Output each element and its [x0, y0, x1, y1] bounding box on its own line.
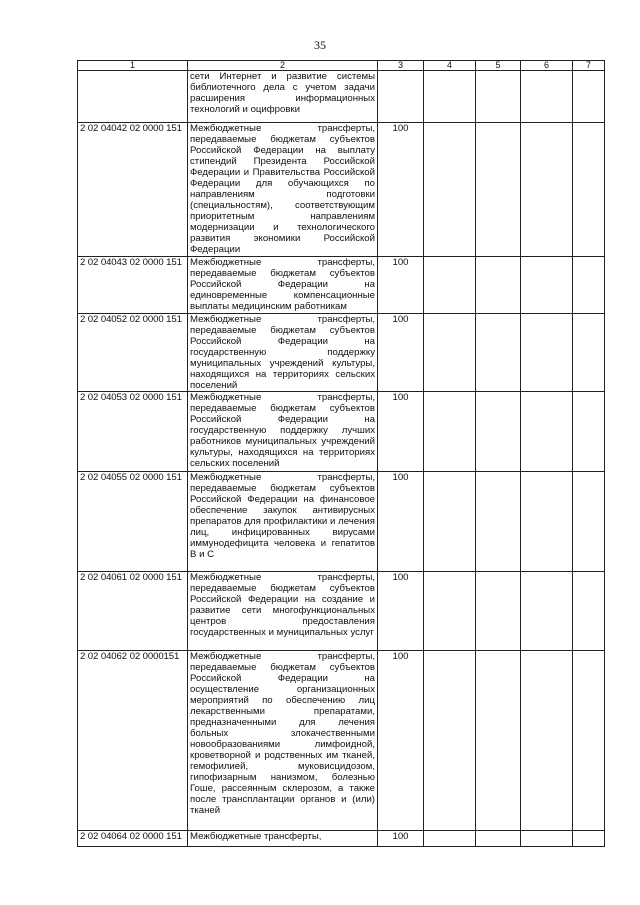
- cell-col4: [424, 651, 476, 831]
- budget-code: 2 02 04055 02 0000 151: [78, 472, 188, 572]
- cell-col4: [424, 314, 476, 392]
- column-header-1: 1: [78, 61, 188, 71]
- cell-col6: [521, 123, 573, 257]
- table-row: [78, 314, 605, 392]
- cell-col4: [424, 831, 476, 847]
- value-col3: 100: [378, 314, 424, 392]
- page-number: 35: [314, 38, 326, 52]
- cell-col7: [573, 257, 605, 314]
- column-header-6: 6: [521, 61, 573, 71]
- cell-col5: [476, 831, 521, 847]
- budget-code: 2 02 04042 02 0000 151: [78, 123, 188, 257]
- value-col3: 100: [378, 651, 424, 831]
- cell-col6: [521, 651, 573, 831]
- row-description: Межбюджетные трансферты, передаваемые бюджетам субъектов Российской Федерации на государственную поддержку муниципальных учреждений культуры, находящихся на территориях сельских поселений: [188, 314, 378, 392]
- cell-col6: [521, 392, 573, 472]
- value-col3: 100: [378, 572, 424, 651]
- column-number-row: [78, 61, 605, 71]
- table-row: [78, 392, 605, 472]
- table-row: [78, 71, 605, 123]
- row-description: Межбюджетные трансферты, передаваемые бюджетам субъектов Российской Федерации на единовременные компенсационные выплаты медицинским работникам: [188, 257, 378, 314]
- cell-col5: [476, 257, 521, 314]
- budget-code: 2 02 04052 02 0000 151: [78, 314, 188, 392]
- cell-col5: [476, 651, 521, 831]
- budget-code: 2 02 04061 02 0000 151: [78, 572, 188, 651]
- table-row: [78, 257, 605, 314]
- table-row: [78, 472, 605, 572]
- column-header-4: 4: [424, 61, 476, 71]
- table-row: [78, 572, 605, 651]
- budget-table: [77, 60, 605, 847]
- budget-code: 2 02 04043 02 0000 151: [78, 257, 188, 314]
- column-header-2: 2: [188, 61, 378, 71]
- value-col3: 100: [378, 831, 424, 847]
- cell-col7: [573, 314, 605, 392]
- cell-col5: [476, 572, 521, 651]
- value-col3: 100: [378, 257, 424, 314]
- column-header-5: 5: [476, 61, 521, 71]
- cell-col7: [573, 572, 605, 651]
- row-description: Межбюджетные трансферты,: [188, 831, 378, 847]
- cell-col5: [476, 123, 521, 257]
- cell-col6: [521, 572, 573, 651]
- cell-col5: [476, 392, 521, 472]
- cell-col6: [521, 71, 573, 123]
- row-description: Межбюджетные трансферты, передаваемые бюджетам субъектов Российской Федерации на осуществление организационных мероприятий по обеспечению лиц лекарственными препаратами, предназначенными для лечения больных злокачественными новообразованиями лимфоидной, кроветворной и родственных им тканей, гемофилией, муковисцидозом, гипофизарным нанизмом, болезнью Гоше, рассеянным склерозом, а также после трансплантации органов и (или) тканей: [188, 651, 378, 831]
- cell-col6: [521, 831, 573, 847]
- row-description: Межбюджетные трансферты, передаваемые бюджетам субъектов Российской Федерации на государственную поддержку лучших работников муниципальных учреждений культуры, находящихся на территориях сельских поселений: [188, 392, 378, 472]
- table-row: [78, 123, 605, 257]
- table-row: [78, 831, 605, 847]
- cell-col6: [521, 314, 573, 392]
- value-col3: [378, 71, 424, 123]
- value-col3: 100: [378, 392, 424, 472]
- row-description: Межбюджетные трансферты, передаваемые бюджетам субъектов Российской Федерации на выплату стипендий Президента Российской Федерации и Правительства Российской Федерации для обучающихся по направлениям подготовки (специальностям), соответствующим приоритетным направлениям модернизации и технологического развития экономики Российской Федерации: [188, 123, 378, 257]
- cell-col4: [424, 572, 476, 651]
- cell-col5: [476, 472, 521, 572]
- cell-col4: [424, 472, 476, 572]
- cell-col5: [476, 71, 521, 123]
- budget-code: 2 02 04064 02 0000 151: [78, 831, 188, 847]
- table-row: [78, 651, 605, 831]
- cell-col7: [573, 472, 605, 572]
- value-col3: 100: [378, 472, 424, 572]
- budget-code: 2 02 04053 02 0000 151: [78, 392, 188, 472]
- cell-col7: [573, 651, 605, 831]
- cell-col6: [521, 472, 573, 572]
- column-header-3: 3: [378, 61, 424, 71]
- value-col3: 100: [378, 123, 424, 257]
- row-description: сети Интернет и развитие системы библиотечного дела с учетом задачи расширения информационных технологий и оцифровки: [188, 71, 378, 123]
- cell-col4: [424, 123, 476, 257]
- row-description: Межбюджетные трансферты, передаваемые бюджетам субъектов Российской Федерации на финансовое обеспечение закупок антивирусных препаратов для профилактики и лечения лиц, инфицированных вирусами иммунодефицита человека и гепатитов В и С: [188, 472, 378, 572]
- budget-code: 2 02 04062 02 0000151: [78, 651, 188, 831]
- cell-col4: [424, 257, 476, 314]
- cell-col6: [521, 257, 573, 314]
- cell-col7: [573, 123, 605, 257]
- cell-col4: [424, 71, 476, 123]
- cell-col7: [573, 71, 605, 123]
- row-description: Межбюджетные трансферты, передаваемые бюджетам субъектов Российской Федерации на создание и развитие сети многофункциональных центров предоставления государственных и муниципальных услуг: [188, 572, 378, 651]
- column-header-7: 7: [573, 61, 605, 71]
- cell-col4: [424, 392, 476, 472]
- cell-col7: [573, 831, 605, 847]
- cell-col7: [573, 392, 605, 472]
- budget-code: [78, 71, 188, 123]
- cell-col5: [476, 314, 521, 392]
